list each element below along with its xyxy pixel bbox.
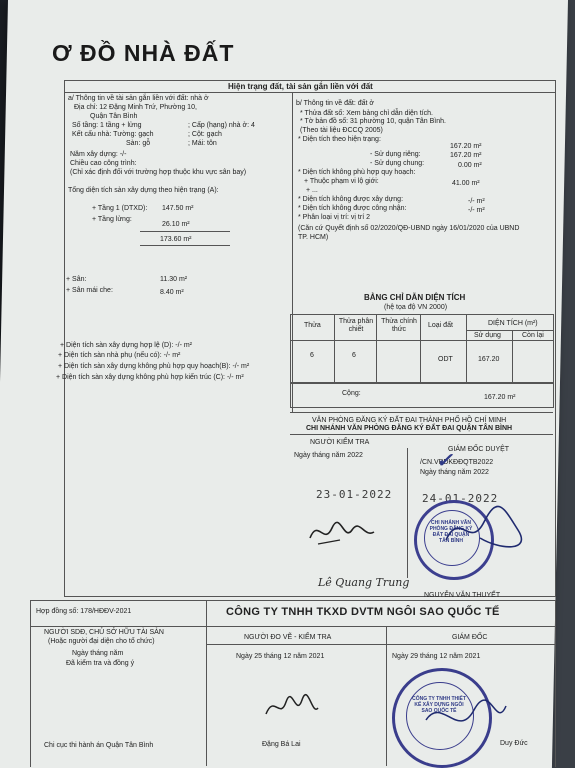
table-header: DIỆN TÍCH (m²) [488,320,538,327]
surveyor-date: Ngày 25 tháng 12 năm 2021 [236,653,325,660]
notbuild-label: * Diện tích không được xây dựng: [298,196,404,203]
nonplan-area: + Diện tích sàn xây dựng không phù hợp quy hoạch(B): -/- m² [58,363,250,370]
year-built: Năm xây dựng: -/- [70,151,127,158]
director-title: GIÁM ĐỐC DUYỆT [448,446,510,453]
table-divider [512,330,513,382]
private-label: - Sử dụng riêng: [370,151,421,158]
private-value: 167.20 m² [450,152,482,159]
total-value: 173.60 m² [160,236,192,243]
sum-line [140,245,230,246]
contract-number: Hợp đồng số: 178/HĐĐV-2021 [36,608,132,615]
road-label: + Thuộc phạm vi lộ giới: [304,178,379,185]
shared-label: - Sử dụng chung: [370,160,425,167]
table-cell: 6 [310,352,314,359]
checker-title: NGƯỜI KIỂM TRA [310,439,370,446]
signer-left: Lê Quang Trung [318,576,410,589]
legal-area: + Diện tích sàn xây dựng hợp lệ (D): -/- m² [60,342,193,349]
floor-material: Sàn: gỗ [126,140,151,147]
sum-label: Cộng: [342,390,361,397]
area-value: 167.20 m² [450,143,482,150]
table-subheader: Sử dụng [474,332,501,339]
table-header: Thửa [304,322,321,329]
divider [206,600,207,766]
plot-number: * Thửa đất số: Xem bảng chỉ dẫn diện tích. [300,110,433,117]
divider [290,412,553,413]
surveyor-title: NGƯỜI ĐO VẼ - KIỂM TRA [244,634,332,641]
divider [30,626,555,627]
table-cell: 167.20 [478,356,500,363]
signature-right [440,500,530,560]
nonarch-area: + Diện tích sàn xây dựng không phù hợp kiến trúc (C): -/- m² [56,374,244,381]
area-label: * Diện tích theo hiện trạng: [298,136,381,143]
owner-title: NGƯỜI SDĐ, CHỦ SỞ HỮU TÀI SẢN [44,629,164,636]
table-subheader: Còn lại [522,332,544,339]
stamp-date-right: 24-01-2022 [422,492,499,505]
roofed-yard-label: + Sân mái che: [66,287,113,294]
company-name: CÔNG TY TNHH TKXD DVTM NGÔI SAO QUỐC TẾ [226,606,500,618]
mezzanine-label: + Tầng lửng: [92,216,132,223]
sum-line [140,231,230,232]
stamp-date-left: 23-01-2022 [316,488,393,501]
office-seal-text: CHI NHÁNH VĂN PHÒNG ĐĂNG KÝ ĐẤT ĐAI QUẬN TÂN BÌNH [429,520,473,544]
airport-note: (Chỉ xác định đối với trường hợp thuộc khu vực sân bay) [70,169,247,176]
aux-area: + Diện tích sàn nhà phụ (nếu có): -/- m² [58,352,181,359]
divider [386,626,387,766]
signature-mark: ✓ [436,448,453,472]
enforcement-office: Chi cục thi hành án Quận Tân Bình [44,742,154,749]
sum-value: 167.20 m² [484,394,516,401]
surveyor-name: Đặng Bá Lai [262,741,301,748]
table-title: BẢNG CHỈ DẪN DIỆN TÍCH [364,293,466,302]
date-left: Ngày tháng năm 2022 [294,452,363,459]
table-header: Loại đất [428,322,453,329]
owner-note: Đã kiểm tra và đồng ý [66,660,135,667]
table-divider [466,330,553,331]
notrec-value: -/- m² [468,207,485,214]
land-heading: b/ Thông tin về đất: đất ở [296,100,375,107]
position-class: * Phân loại vị trí: vị trí 2 [298,214,370,221]
yard-value: 11.30 m² [160,276,188,283]
house-heading: a/ Thông tin về tài sản gắn liền với đất: nhà ở [68,95,209,102]
company-director-title: GIÁM ĐỐC [452,634,488,641]
office-line-2: CHI NHÁNH VĂN PHÒNG ĐĂNG KÝ ĐẤT ĐAI QUẬN TÂN BÌNH [306,425,513,432]
director-signature [420,690,510,750]
shared-value: 0.00 m² [458,162,482,169]
table-cell: 6 [352,352,356,359]
yard-label: + Sân: [66,276,87,283]
map-sheet: * Tờ bản đồ số: 31 phường 10, quận Tân Bình. [300,118,446,125]
nonplan-label: * Diện tích không phù hợp quy hoạch: [298,169,416,176]
address: Địa chỉ: 12 Đặng Minh Trứ, Phường 10, [74,104,197,111]
mezzanine-value: 26.10 m² [162,221,190,228]
column: ; Cột: gạch [188,131,222,138]
date-right: Ngày tháng năm 2022 [420,469,489,476]
table-header: Thửa chính thức [381,318,417,333]
roof: ; Mái: tôn [188,140,217,147]
table-cell: ODT [438,356,453,363]
divider [64,92,555,93]
notrec-label: * Diện tích không được công nhận: [298,205,407,212]
divider [407,448,408,578]
surveyor-signature [262,690,322,726]
notbuild-value: -/- m² [468,198,485,205]
company-director-date: Ngày 29 tháng 12 năm 2021 [392,653,481,660]
signature-left [304,512,378,552]
table-header: Thửa phân chiết [338,318,374,333]
table-divider [334,314,335,382]
table-divider [466,314,467,382]
decision-ref-2: TP. HCM) [298,234,329,241]
ref-number: /CN.VPĐKĐĐQTB2022 [420,459,494,466]
roofed-yard-value: 8.40 m² [160,289,184,296]
floor1-label: + Tầng 1 (DTXD): [92,205,148,212]
director-name: Duy Đức [500,740,528,747]
company-seal-text: CÔNG TY TNHH THIẾT KẾ XÂY DỰNG NGÔI SAO QUỐC TẾ [412,696,466,714]
table-divider [376,314,377,382]
header-band: Hiện trạng đất, tài sản gắn liền với đất [228,82,373,91]
structure: Kết cấu nhà: Tường: gạch [72,131,154,138]
divider [206,644,555,645]
table-subtitle: (hệ tọa độ VN 2000) [384,304,448,311]
table-divider [290,340,553,341]
floor1-value: 147.50 m² [162,205,194,212]
more-dots: + ... [306,187,318,194]
map-reference: (Theo tài liệu ĐCCQ 2005) [300,127,383,134]
divider [290,434,553,435]
signer-right: NGUYỄN VĂN THUYẾT [424,592,501,599]
grade: ; Cấp (hạng) nhà ở: 4 [188,122,255,129]
height: Chiều cao công trình: [70,160,137,167]
total-label: Tổng diện tích sàn xây dựng theo hiện trạng (A): [68,187,219,194]
decision-ref: (Căn cứ Quyết định số 02/2020/QĐ-UBND ngày 16/01/2020 của UBND [298,225,520,232]
owner-subtitle: (Hoặc người đại diện cho tổ chức) [48,638,155,645]
road-value: 41.00 m² [452,180,480,187]
office-line-1: VĂN PHÒNG ĐĂNG KÝ ĐẤT ĐAI THÀNH PHỐ HỒ CHÍ MINH [312,417,507,424]
owner-date: Ngày tháng năm [72,650,124,657]
district: Quận Tân Bình [90,113,138,120]
table-divider [420,314,421,382]
floors: Số tầng: 1 tầng + lửng [72,122,142,129]
document-title: Ơ ĐỒ NHÀ ĐẤT [52,40,235,66]
